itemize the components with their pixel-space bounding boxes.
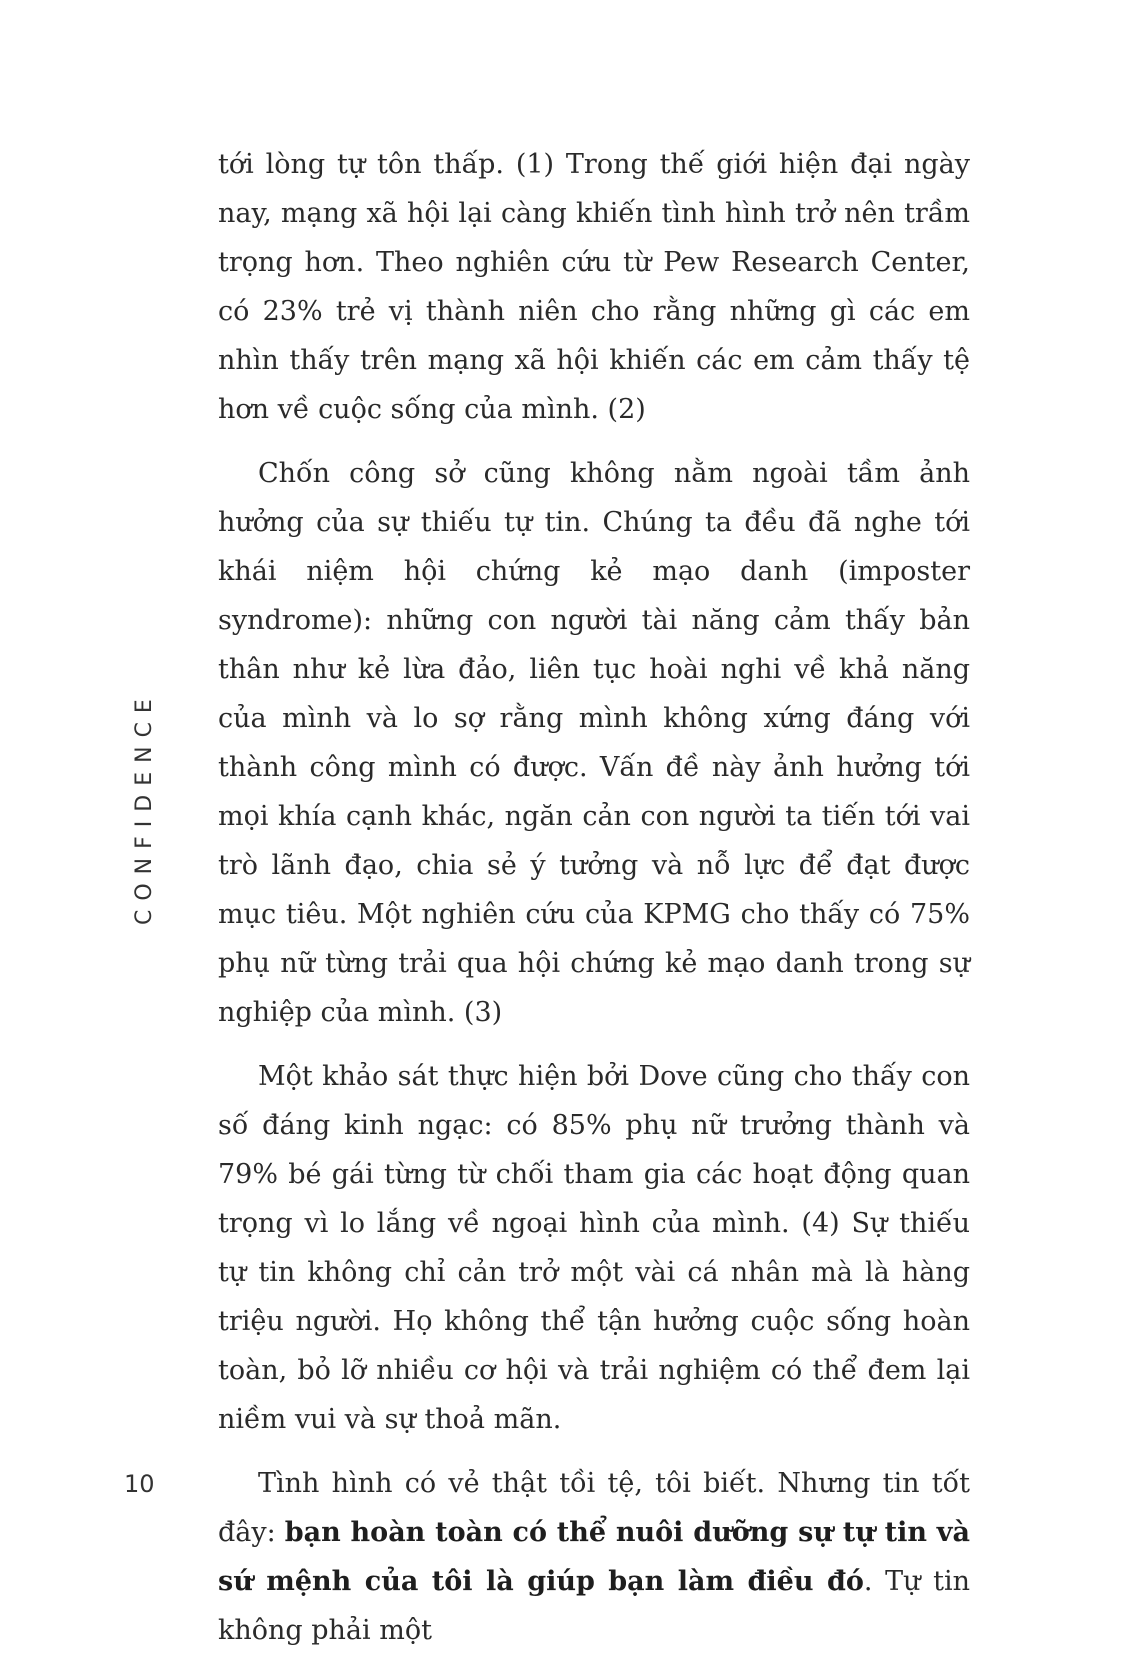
paragraph-4-bold: bạn hoàn toàn có thể nuôi dưỡng sự tự tin và sứ mệnh của tôi là giúp bạn làm điều đó [218, 1517, 970, 1597]
paragraph-4-lead: Tình hình có vẻ thật tồi tệ, tôi biết. Nhưng tin tốt đây: [218, 1468, 970, 1548]
paragraph-4 [218, 1459, 970, 1655]
paragraph-3: Một khảo sát thực hiện bởi Dove cũng cho thấy con số đáng kinh ngạc: có 85% phụ nữ trưởng thành và 79% bé gái từng từ chối tham gia các hoạt động quan trọng vì lo lắng về ngoại hình của mình. (4) Sự thiếu tự tin không chỉ cản trở một vài cá nhân mà là hàng triệu người. Họ không thể tận hưởng cuộc sống hoàn toàn, bỏ lỡ nhiều cơ hội và trải nghiệm có thể đem lại niềm vui và sự thoả mãn. [218, 1061, 970, 1435]
paragraph-4-tail: . Tự tin không phải một [218, 1566, 970, 1646]
paragraph-1: tới lòng tự tôn thấp. (1) Trong thế giới hiện đại ngày nay, mạng xã hội lại càng khiến tình hình trở nên trầm trọng hơn. Theo nghiên cứu từ Pew Research Center, có 23% trẻ vị thành niên cho rằng những gì các em nhìn thấy trên mạng xã hội khiến các em cảm thấy tệ hơn về cuộc sống của mình. (2) [218, 149, 970, 425]
body-text [218, 140, 970, 1670]
running-title: CONFIDENCE [132, 690, 157, 925]
page-number: 10 [124, 1470, 155, 1498]
paragraph-2: Chốn công sở cũng không nằm ngoài tầm ảnh hưởng của sự thiếu tự tin. Chúng ta đều đã nghe tới khái niệm hội chứng kẻ mạo danh (imposter syndrome): những con người tài năng cảm thấy bản thân như kẻ lừa đảo, liên tục hoài nghi về khả năng của mình và lo sợ rằng mình không xứng đáng với thành công mình có được. Vấn đề này ảnh hưởng tới mọi khía cạnh khác, ngăn cản con người ta tiến tới vai trò lãnh đạo, chia sẻ ý tưởng và nỗ lực để đạt được mục tiêu. Một nghiên cứu của KPMG cho thấy có 75% phụ nữ từng trải qua hội chứng kẻ mạo danh trong sự nghiệp của mình. (3) [218, 458, 970, 1028]
